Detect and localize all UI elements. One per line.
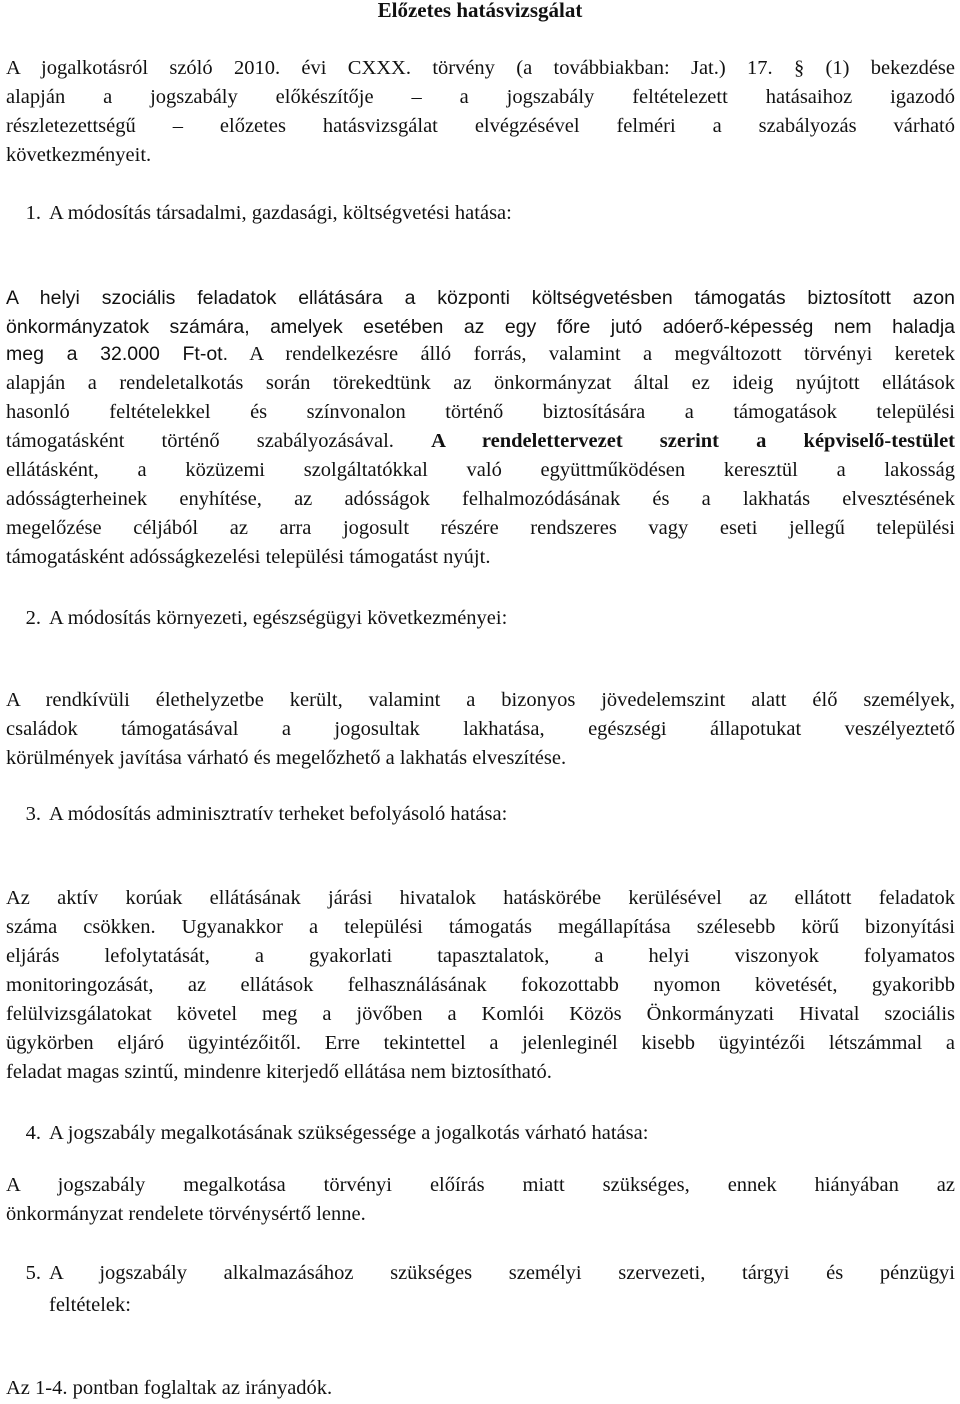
section-heading-text: A módosítás társadalmi, gazdasági, költségvetési hatása: (49, 202, 512, 224)
text-run: meg a 32.000 Ft-ot. (6, 343, 229, 365)
section-1-body-cont (6, 340, 955, 572)
text-line: Az 1-4. pontban foglaltak az irányadók. (6, 1377, 333, 1399)
text-line: önkormányzat rendelete törvénysértő lenne. (6, 1203, 366, 1225)
text-line: alapján a jogszabály előkészítője – a jogszabály feltételezett hatásaihoz igazodó (6, 86, 955, 108)
section-number: 4. (25, 1122, 41, 1144)
text-line: száma csökken. Ugyanakkor a települési támogatás megállapítása szélesebb körű bizonyítási (6, 916, 955, 938)
section-2-body (6, 686, 955, 773)
section-5-heading-cont (6, 1291, 955, 1320)
text-line (6, 427, 955, 456)
text-line: feladat magas szintű, mindenre kiterjedő ellátása nem biztosítható. (6, 1061, 552, 1083)
intro-paragraph (6, 54, 955, 170)
text-line: támogatásként adósságkezelési települési támogatást nyújt. (6, 546, 491, 568)
text-line: részletezettségű – előzetes hatásvizsgálat elvégzésével felméri a szabályozás várható (6, 115, 955, 137)
indent (6, 1291, 43, 1320)
text-line: A jogszabály megalkotása törvényi előírás miatt szükséges, ennek hiányában az (6, 1174, 955, 1196)
text-line: megelőzése céljából az arra jogosult részére rendszeres vagy eseti jellegű települési (6, 517, 955, 539)
section-2-heading (6, 604, 955, 633)
section-heading-text: A módosítás adminisztratív terheket befolyásoló hatása: (49, 803, 508, 825)
section-heading-text: A módosítás környezeti, egészségügyi következményei: (49, 607, 508, 629)
text-line: ügykörben eljáró ügyintézőitől. Erre tekintettel a jelenleginél kisebb ügyintézői létszámmal a (6, 1032, 955, 1054)
text-line: körülmények javítása várható és megelőzhető a lakhatás elveszítése. (6, 747, 567, 769)
text-line: felülvizsgálatokat követel meg a jövőben a Komlói Közös Önkormányzati Hivatal szociális (6, 1003, 955, 1025)
section-heading-text: A jogszabály megalkotásának szükségessége a jogalkotás várható hatása: (49, 1122, 649, 1144)
section-1-heading (6, 199, 955, 228)
text-line: hasonló feltételekkel és színvonalon történő biztosítására a támogatások települési (6, 401, 955, 423)
section-4-heading (6, 1119, 955, 1148)
text-line: családok támogatásával a jogosultak lakhatása, egészségi állapotukat veszélyeztető (6, 718, 955, 740)
section-heading-text: A jogszabály alkalmazásához szükséges személyi szervezeti, tárgyi és pénzügyi (49, 1262, 955, 1284)
bold-text-run: A rendelettervezet szerint a képviselő-testület (431, 430, 955, 452)
text-line: A jogalkotásról szóló 2010. évi CXXX. törvény (a továbbiakban: Jat.) 17. § (1) bekezdése (6, 57, 955, 79)
section-3-heading (6, 800, 955, 829)
section-4-body (6, 1171, 955, 1229)
text-line: A helyi szociális feladatok ellátására a központi költségvetésben támogatás biztosított azon (6, 287, 955, 309)
text-line: önkormányzatok számára, amelyek esetében az egy főre jutó adóerő-képesség nem haladja (6, 316, 955, 338)
section-1-body (6, 284, 955, 342)
section-number: 1. (25, 202, 41, 224)
text-line: alapján a rendeletalkotás során törekedtünk az önkormányzat által ez ideig nyújtott ellátások (6, 372, 955, 394)
section-5-body (6, 1374, 955, 1403)
document-title: Előzetes hatásvizsgálat (377, 0, 583, 22)
text-run: támogatásként történő szabályozásával. (6, 430, 394, 452)
text-line: ellátásként, a közüzemi szolgáltatókkal való együttműködésen keresztül a lakosság (6, 459, 955, 481)
text-line (6, 340, 955, 369)
section-5-heading (6, 1259, 955, 1288)
section-3-body (6, 884, 955, 1087)
text-line: Az aktív korúak ellátásának járási hivatalok hatáskörébe kerülésével az ellátott feladatok (6, 887, 955, 909)
text-line: monitoringozását, az ellátások felhasználásának fokozottabb nyomon követését, gyakoribb (6, 974, 955, 996)
text-line: adósságterheinek enyhítése, az adósságok felhalmozódásának és a lakhatás elvesztésének (6, 488, 955, 510)
text-line: következményeit. (6, 144, 152, 166)
text-line: A rendkívüli élethelyzetbe került, valamint a bizonyos jövedelemszint alatt élő személyek, (6, 689, 955, 711)
section-number: 2. (25, 607, 41, 629)
text-line: eljárás lefolytatását, a gyakorlati tapasztalatok, a helyi viszonyok folyamatos (6, 945, 955, 967)
section-heading-text: feltételek: (49, 1294, 131, 1316)
section-number: 3. (25, 803, 41, 825)
text-run: A rendelkezésre álló forrás, valamint a megváltozott törvényi keretek (249, 343, 955, 365)
section-number: 5. (25, 1262, 41, 1284)
